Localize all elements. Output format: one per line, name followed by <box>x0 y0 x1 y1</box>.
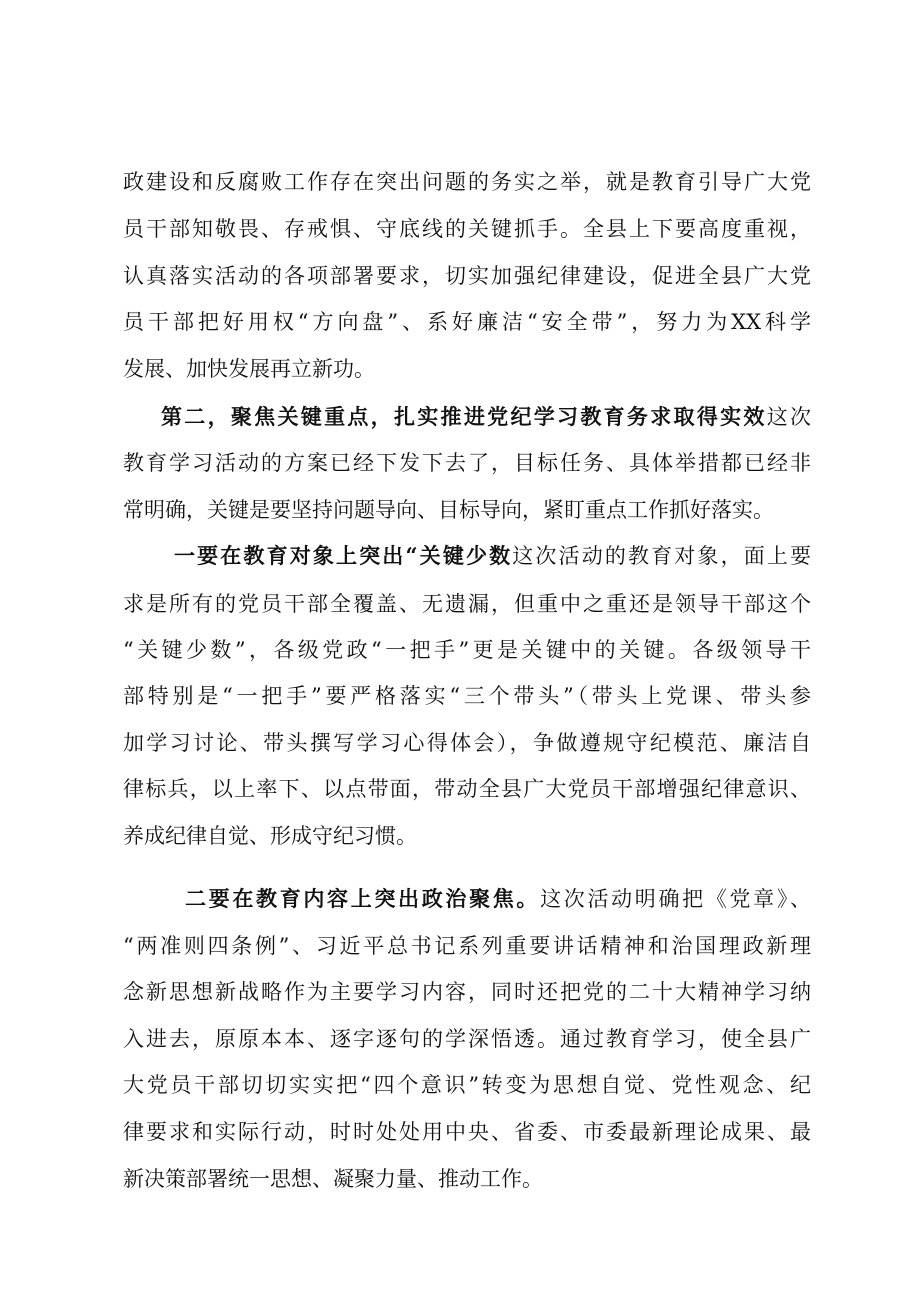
paragraph-4-line-1 <box>185 877 811 921</box>
paragraph-3-line-5: 加学习讨论、带头撰写学习心得体会），争做遵规守纪模范、廉洁自 <box>123 731 811 755</box>
paragraph-3-line-2: 求是所有的党员干部全覆盖、无遗漏，但重中之重还是领导干部这个 <box>123 592 811 616</box>
paragraph-4-line-4: 入进去，原原本本、逐字逐句的学深悟透。通过教育学习，使全县广 <box>123 1027 811 1051</box>
paragraph-3-heading: 一要在教育对象上突出“关键少数 <box>174 543 513 568</box>
paragraph-4-heading: 二要在教育内容上突出政治聚焦。 <box>185 886 541 911</box>
paragraph-3-line-1 <box>174 534 811 578</box>
paragraph-3-line-1-text: 这次活动的教育对象，面上要 <box>512 544 811 568</box>
paragraph-1-line-1: 政建设和反腐败工作存在突出问题的务实之举，就是教育引导广大党 <box>123 170 811 194</box>
paragraph-1-line-2: 员干部知敬畏、存戒惧、守底线的关键抓手。全县上下要高度重视， <box>123 217 811 241</box>
paragraph-2-line-1 <box>161 395 811 439</box>
paragraph-2-line-3: 常明确，关键是要坚持问题导向、目标导向，紧盯重点工作抓好落实。 <box>123 498 774 522</box>
paragraph-4-line-3: 念新思想新战略作为主要学习内容，同时还把党的二十大精神学习纳 <box>123 980 811 1004</box>
paragraph-1-line-4: 员干部把好用权“方向盘”、系好廉洁“安全带”，努力为XX科学 <box>123 310 811 334</box>
paragraph-3-line-3: “关键少数”，各级党政“一把手”更是关键中的关键。各级领导干 <box>123 638 811 662</box>
paragraph-4-line-6: 律要求和实际行动，时时处处用中央、省委、市委最新理论成果、最 <box>123 1120 811 1144</box>
paragraph-4-line-2: “两准则四条例”、习近平总书记系列重要讲话精神和治国理政新理 <box>123 934 811 958</box>
paragraph-4-line-1-text: 这次活动明确把《党章》、 <box>540 887 811 911</box>
paragraph-2-line-1-text: 这次 <box>766 405 811 429</box>
paragraph-2-line-2: 教育学习活动的方案已经下发下去了，目标任务、具体举措都已经非 <box>123 451 811 475</box>
paragraph-3-line-4: 部特别是“一把手”要严格落实“三个带头”（带头上党课、带头参 <box>123 684 811 708</box>
paragraph-4-line-7: 新决策部署统一思想、凝聚力量、推动工作。 <box>123 1167 543 1191</box>
paragraph-1-line-3: 认真落实活动的各项部署要求，切实加强纪律建设，促进全县广大党 <box>123 264 811 288</box>
paragraph-3-line-6: 律标兵，以上率下、以点带面，带动全县广大党员干部增强纪律意识、 <box>123 777 811 801</box>
paragraph-3-line-7: 养成纪律自觉、形成守纪习惯。 <box>123 824 417 848</box>
paragraph-2-heading: 第二，聚焦关键重点，扎实推进党纪学习教育务求取得实效 <box>161 404 767 429</box>
paragraph-4-line-5: 大党员干部切切实实把“四个意识”转变为思想自觉、党性观念、纪 <box>123 1073 811 1097</box>
paragraph-1-line-5: 发展、加快发展再立新功。 <box>123 357 375 381</box>
